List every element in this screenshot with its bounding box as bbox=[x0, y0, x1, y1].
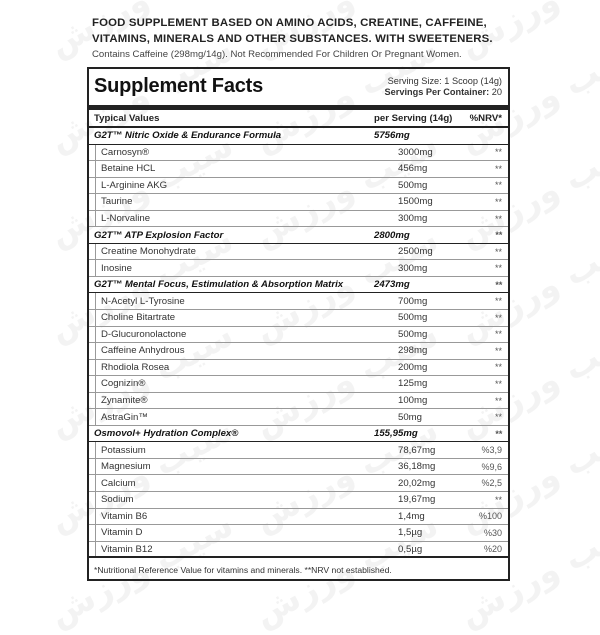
indent-line bbox=[95, 327, 96, 344]
table-row bbox=[89, 492, 508, 509]
serving-size-value: 1 Scoop (14g) bbox=[444, 76, 502, 86]
ingredient-name: Sodium bbox=[101, 494, 134, 506]
indent-line bbox=[95, 442, 96, 459]
indent-line bbox=[95, 145, 96, 162]
indent-line bbox=[95, 459, 96, 476]
ingredient-amount: 456mg bbox=[398, 163, 428, 175]
ingredient-amount: 50mg bbox=[398, 411, 422, 423]
indent-line bbox=[95, 343, 96, 360]
table-row bbox=[89, 442, 508, 459]
supplement-facts-panel bbox=[87, 67, 510, 581]
ingredient-name: Caffeine Anhydrous bbox=[101, 345, 185, 357]
ingredient-name: Vitamin D bbox=[101, 527, 143, 539]
ingredient-nrv: %9,6 bbox=[481, 461, 502, 472]
ingredient-name: D-Glucuronolactone bbox=[101, 328, 187, 340]
table-row bbox=[89, 260, 508, 277]
table-row bbox=[89, 409, 508, 426]
ingredient-nrv: ** bbox=[494, 163, 502, 174]
table-row bbox=[89, 211, 508, 228]
ingredient-nrv: ** bbox=[494, 296, 502, 307]
ingredient-name: Calcium bbox=[101, 477, 136, 489]
ingredient-nrv: ** bbox=[494, 279, 502, 290]
ingredient-nrv: ** bbox=[494, 345, 502, 356]
ingredient-amount: 19,67mg bbox=[398, 494, 436, 506]
table-row bbox=[89, 343, 508, 360]
panel-title: Supplement Facts bbox=[94, 75, 264, 97]
ingredient-nrv: ** bbox=[494, 180, 502, 191]
ingredient-amount: 155,95mg bbox=[374, 428, 418, 440]
indent-line bbox=[95, 376, 96, 393]
ingredient-name: G2T™ ATP Explosion Factor bbox=[94, 229, 224, 241]
table-row bbox=[89, 475, 508, 492]
ingredient-nrv: ** bbox=[494, 494, 502, 505]
ingredient-amount: 500mg bbox=[398, 312, 428, 324]
indent-line bbox=[95, 509, 96, 526]
ingredient-amount: 1,4mg bbox=[398, 510, 425, 522]
ingredient-name: Inosine bbox=[101, 262, 132, 274]
ingredient-amount: 100mg bbox=[398, 395, 428, 407]
ingredient-nrv: ** bbox=[494, 395, 502, 406]
table-group-row bbox=[89, 426, 508, 443]
table-row bbox=[89, 360, 508, 377]
ingredient-amount: 298mg bbox=[398, 345, 428, 357]
table-row bbox=[89, 525, 508, 542]
ingredient-amount: 500mg bbox=[398, 179, 428, 191]
ingredient-amount: 300mg bbox=[398, 213, 428, 224]
panel-header bbox=[89, 69, 508, 110]
table-row bbox=[89, 393, 508, 410]
indent-line bbox=[95, 194, 96, 211]
ingredient-nrv: ** bbox=[494, 412, 502, 423]
ingredient-amount: 200mg bbox=[398, 361, 428, 373]
serving-info bbox=[385, 76, 502, 98]
ingredient-nrv: ** bbox=[494, 362, 502, 373]
ingredient-name: Cognizin® bbox=[101, 378, 146, 390]
caffeine-warning: Contains Caffeine (298mg/14g). Not Recommended For Children Or Pregnant Women. bbox=[92, 49, 462, 60]
supplement-description: FOOD SUPPLEMENT BASED ON AMINO ACIDS, CREATINE, CAFFEINE, VITAMINS, MINERALS AND OTHER SUBSTANCES. WITH SWEETENERS. bbox=[92, 17, 493, 45]
table-group-row bbox=[89, 128, 508, 145]
table-row bbox=[89, 376, 508, 393]
ingredient-nrv: %2,5 bbox=[481, 478, 502, 489]
ingredient-name: Betaine HCL bbox=[101, 163, 156, 175]
ingredient-nrv: ** bbox=[494, 246, 502, 257]
ingredient-name: G2T™ Mental Focus, Estimulation & Absorption Matrix bbox=[94, 279, 344, 291]
table-group-row bbox=[89, 277, 508, 294]
ingredient-nrv: ** bbox=[494, 428, 502, 439]
ingredient-name: L-Arginine AKG bbox=[101, 179, 168, 191]
ingredient-amount: 3000mg bbox=[398, 146, 433, 158]
ingredient-name: Carnosyn® bbox=[101, 146, 150, 158]
ingredient-name: Osmovol+ Hydration Complex® bbox=[94, 428, 239, 440]
ingredient-nrv: ** bbox=[494, 329, 502, 340]
ingredient-amount: 1,5µg bbox=[398, 527, 423, 539]
ingredient-name: L-Norvaline bbox=[101, 213, 151, 224]
indent-line bbox=[95, 161, 96, 178]
ingredient-amount: 500mg bbox=[398, 328, 428, 340]
ingredient-name: Potassium bbox=[101, 444, 146, 456]
ingredient-nrv: ** bbox=[494, 196, 502, 207]
indent-line bbox=[95, 244, 96, 261]
column-header-nrv: %NRV* bbox=[469, 112, 502, 124]
ingredient-name: Magnesium bbox=[101, 461, 151, 473]
ingredient-name: Taurine bbox=[101, 196, 133, 208]
table-group-row bbox=[89, 227, 508, 244]
table-row bbox=[89, 293, 508, 310]
ingredient-amount: 2800mg bbox=[374, 229, 410, 241]
indent-line bbox=[95, 211, 96, 228]
ingredient-nrv: %30 bbox=[483, 527, 502, 538]
ingredient-amount: 300mg bbox=[398, 262, 428, 274]
servings-per-container-value: 20 bbox=[491, 87, 502, 97]
intro-text bbox=[92, 16, 532, 61]
ingredient-nrv: ** bbox=[494, 312, 502, 323]
table-row bbox=[89, 459, 508, 476]
ingredient-amount: 0,5µg bbox=[398, 543, 423, 555]
ingredient-nrv: ** bbox=[494, 378, 502, 389]
ingredient-amount: 78,67mg bbox=[398, 444, 436, 456]
column-header-row bbox=[89, 110, 508, 128]
ingredient-amount: 125mg bbox=[398, 378, 428, 390]
table-row bbox=[89, 310, 508, 327]
indent-line bbox=[95, 293, 96, 310]
indent-line bbox=[95, 475, 96, 492]
ingredient-name: Vitamin B6 bbox=[101, 510, 148, 522]
ingredient-nrv: ** bbox=[494, 263, 502, 274]
ingredient-nrv: %3,9 bbox=[481, 445, 502, 456]
footnote: *Nutritional Reference Value for vitamins and minerals. **NRV not established. bbox=[94, 565, 392, 575]
ingredient-name: Zynamite® bbox=[101, 395, 148, 407]
ingredient-name: Rhodiola Rosea bbox=[101, 361, 170, 373]
serving-size-label: Serving Size: bbox=[387, 76, 442, 86]
ingredient-nrv: ** bbox=[494, 230, 502, 241]
table-row bbox=[89, 161, 508, 178]
indent-line bbox=[95, 525, 96, 542]
table-row bbox=[89, 244, 508, 261]
ingredient-amount: 2500mg bbox=[398, 246, 433, 258]
ingredient-amount: 700mg bbox=[398, 295, 428, 307]
ingredient-name: Creatine Monohydrate bbox=[101, 246, 196, 258]
indent-line bbox=[95, 393, 96, 410]
ingredient-amount: 5756mg bbox=[374, 130, 410, 142]
ingredient-nrv: %100 bbox=[478, 511, 502, 522]
ingredient-name: G2T™ Nitric Oxide & Endurance Formula bbox=[94, 130, 282, 142]
ingredient-nrv: ** bbox=[494, 213, 502, 224]
ingredient-amount: 1500mg bbox=[398, 196, 433, 208]
indent-line bbox=[95, 310, 96, 327]
ingredient-amount: 20,02mg bbox=[398, 477, 436, 489]
ingredient-name: Vitamin B12 bbox=[101, 543, 153, 555]
ingredient-name: N-Acetyl L-Tyrosine bbox=[101, 295, 185, 307]
table-row bbox=[89, 194, 508, 211]
footer-divider bbox=[89, 556, 508, 558]
indent-line bbox=[95, 260, 96, 277]
table-row bbox=[89, 509, 508, 526]
column-header-amount: per Serving (14g) bbox=[374, 112, 453, 124]
ingredient-name: AstraGin™ bbox=[101, 411, 148, 423]
table-row bbox=[89, 327, 508, 344]
indent-line bbox=[95, 409, 96, 426]
ingredient-amount: 36,18mg bbox=[398, 461, 436, 473]
facts-table-body bbox=[89, 128, 508, 558]
indent-line bbox=[95, 178, 96, 195]
servings-per-container-label: Servings Per Container: bbox=[384, 87, 490, 97]
table-row bbox=[89, 145, 508, 162]
table-row bbox=[89, 178, 508, 195]
ingredient-amount: 2473mg bbox=[374, 279, 410, 291]
column-header-name: Typical Values bbox=[94, 112, 160, 124]
indent-line bbox=[95, 360, 96, 377]
indent-line bbox=[95, 492, 96, 509]
ingredient-nrv: ** bbox=[494, 147, 502, 158]
ingredient-name: Choline Bitartrate bbox=[101, 312, 176, 324]
ingredient-nrv: %20 bbox=[483, 544, 502, 555]
